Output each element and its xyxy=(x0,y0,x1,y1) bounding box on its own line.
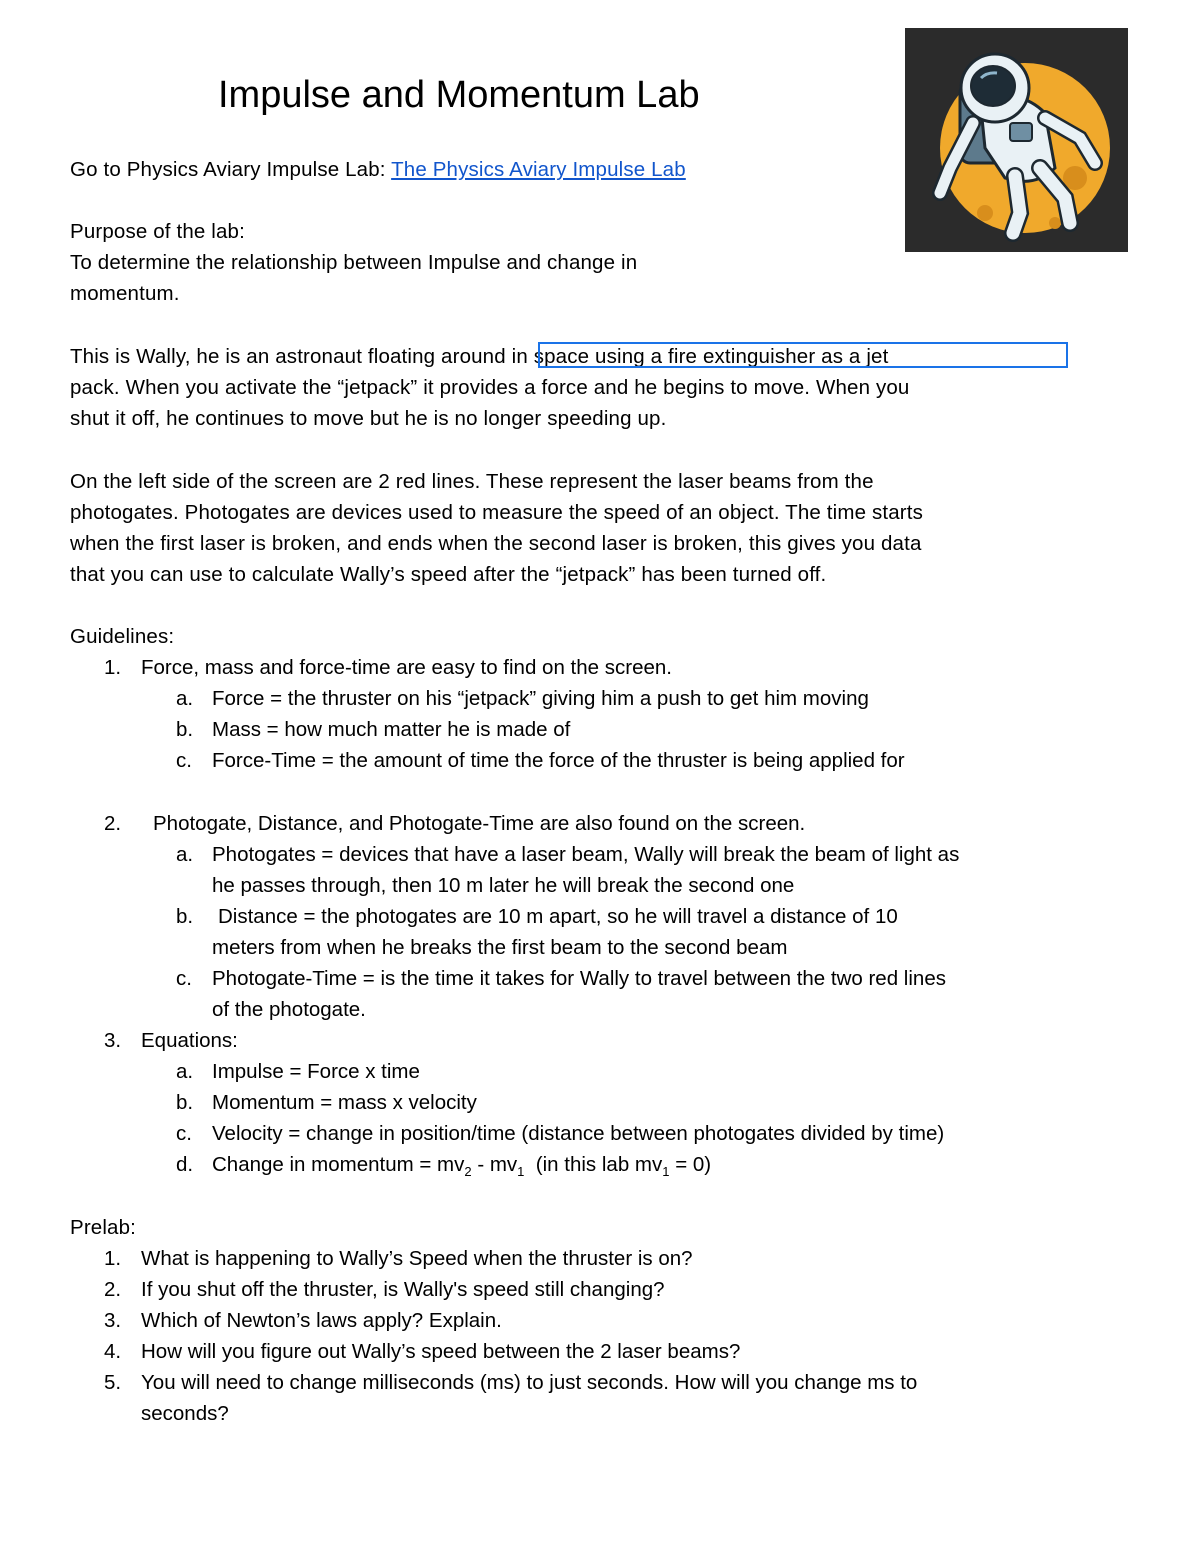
guideline-subitem: Force-Time = the amount of time the force of the thruster is being applied for xyxy=(212,749,905,772)
list-letter: b. xyxy=(176,905,194,928)
photogates-paragraph-line-3: when the first laser is broken, and ends when the second laser is broken, this gives you data xyxy=(70,532,922,555)
wally-paragraph-line-1: This is Wally, he is an astronaut floating around in space using a fire extinguisher as a jet xyxy=(70,345,889,368)
guideline-subitem-continued: of the photogate. xyxy=(212,998,366,1021)
prelab-question: If you shut off the thruster, is Wally's speed still changing? xyxy=(141,1278,665,1301)
list-number: 3. xyxy=(104,1029,122,1052)
list-letter: c. xyxy=(176,749,192,772)
subscript: 1 xyxy=(517,1164,525,1180)
equation-momentum: Momentum = mass x velocity xyxy=(212,1091,477,1114)
list-letter: b. xyxy=(176,1091,194,1114)
photogates-paragraph-line-4: that you can use to calculate Wally’s speed after the “jetpack” has been turned off. xyxy=(70,563,827,586)
guideline-subitem: Photogates = devices that have a laser beam, Wally will break the beam of light as xyxy=(212,843,960,866)
subscript: 2 xyxy=(464,1164,472,1180)
guideline-subitem: Photogate-Time = is the time it takes for Wally to travel between the two red lines xyxy=(212,967,946,990)
list-number: 4. xyxy=(104,1340,122,1363)
list-letter: b. xyxy=(176,718,194,741)
list-letter: a. xyxy=(176,687,194,710)
list-number: 2. xyxy=(104,1278,122,1301)
guideline-subitem: Force = the thruster on his “jetpack” giving him a push to get him moving xyxy=(212,687,869,710)
list-number: 5. xyxy=(104,1371,122,1394)
guidelines-heading: Guidelines: xyxy=(70,625,175,648)
prelab-question: You will need to change milliseconds (ms) to just seconds. How will you change ms to xyxy=(141,1371,918,1394)
list-number: 1. xyxy=(104,656,122,679)
photogates-paragraph-line-2: photogates. Photogates are devices used to measure the speed of an object. The time starts xyxy=(70,501,923,524)
eq-part: = 0) xyxy=(669,1153,712,1176)
physics-aviary-link[interactable]: The Physics Aviary Impulse Lab xyxy=(391,158,686,181)
prelab-question: Which of Newton’s laws apply? Explain. xyxy=(141,1309,502,1332)
subscript: 1 xyxy=(662,1164,670,1180)
guideline-subitem-continued: he passes through, then 10 m later he will break the second one xyxy=(212,874,795,897)
astronaut-illustration xyxy=(905,28,1128,252)
eq-part: (in this lab mv xyxy=(524,1153,663,1176)
equation-impulse: Impulse = Force x time xyxy=(212,1060,420,1083)
list-number: 2. xyxy=(104,812,122,835)
equation-velocity: Velocity = change in position/time (distance between photogates divided by time) xyxy=(212,1122,945,1145)
prelab-heading: Prelab: xyxy=(70,1216,137,1239)
wally-paragraph-line-2: pack. When you activate the “jetpack” it provides a force and he begins to move. When you xyxy=(70,376,910,399)
guideline-subitem-continued: meters from when he breaks the first beam to the second beam xyxy=(212,936,788,959)
prelab-question-continued: seconds? xyxy=(141,1402,229,1425)
equation-change-in-momentum xyxy=(212,1149,711,1180)
purpose-text-line-1: To determine the relationship between Impulse and change in xyxy=(70,251,638,274)
list-letter: d. xyxy=(176,1153,194,1176)
eq-part: - mv xyxy=(471,1153,518,1176)
purpose-text-line-2: momentum. xyxy=(70,282,180,305)
photogates-paragraph-line-1: On the left side of the screen are 2 red lines. These represent the laser beams from the xyxy=(70,470,874,493)
guideline-subitem: Mass = how much matter he is made of xyxy=(212,718,571,741)
list-letter: c. xyxy=(176,967,192,990)
list-letter: a. xyxy=(176,843,194,866)
list-number: 3. xyxy=(104,1309,122,1332)
intro-prefix: Go to Physics Aviary Impulse Lab: xyxy=(70,158,392,181)
list-number: 1. xyxy=(104,1247,122,1270)
purpose-heading: Purpose of the lab: xyxy=(70,220,245,243)
guideline-item: Force, mass and force-time are easy to find on the screen. xyxy=(141,656,672,679)
prelab-question: What is happening to Wally’s Speed when the thruster is on? xyxy=(141,1247,693,1270)
list-letter: c. xyxy=(176,1122,192,1145)
intro-line xyxy=(70,154,686,185)
list-letter: a. xyxy=(176,1060,194,1083)
page-title: Impulse and Momentum Lab xyxy=(218,74,700,116)
guideline-subitem: Distance = the photogates are 10 m apart, so he will travel a distance of 10 xyxy=(218,905,898,928)
prelab-question: How will you figure out Wally’s speed between the 2 laser beams? xyxy=(141,1340,741,1363)
eq-part: Change in momentum = mv xyxy=(212,1153,465,1176)
guideline-item: Photogate, Distance, and Photogate-Time are also found on the screen. xyxy=(153,812,806,835)
wally-paragraph-line-3: shut it off, he continues to move but he is no longer speeding up. xyxy=(70,407,667,430)
guideline-item: Equations: xyxy=(141,1029,238,1052)
